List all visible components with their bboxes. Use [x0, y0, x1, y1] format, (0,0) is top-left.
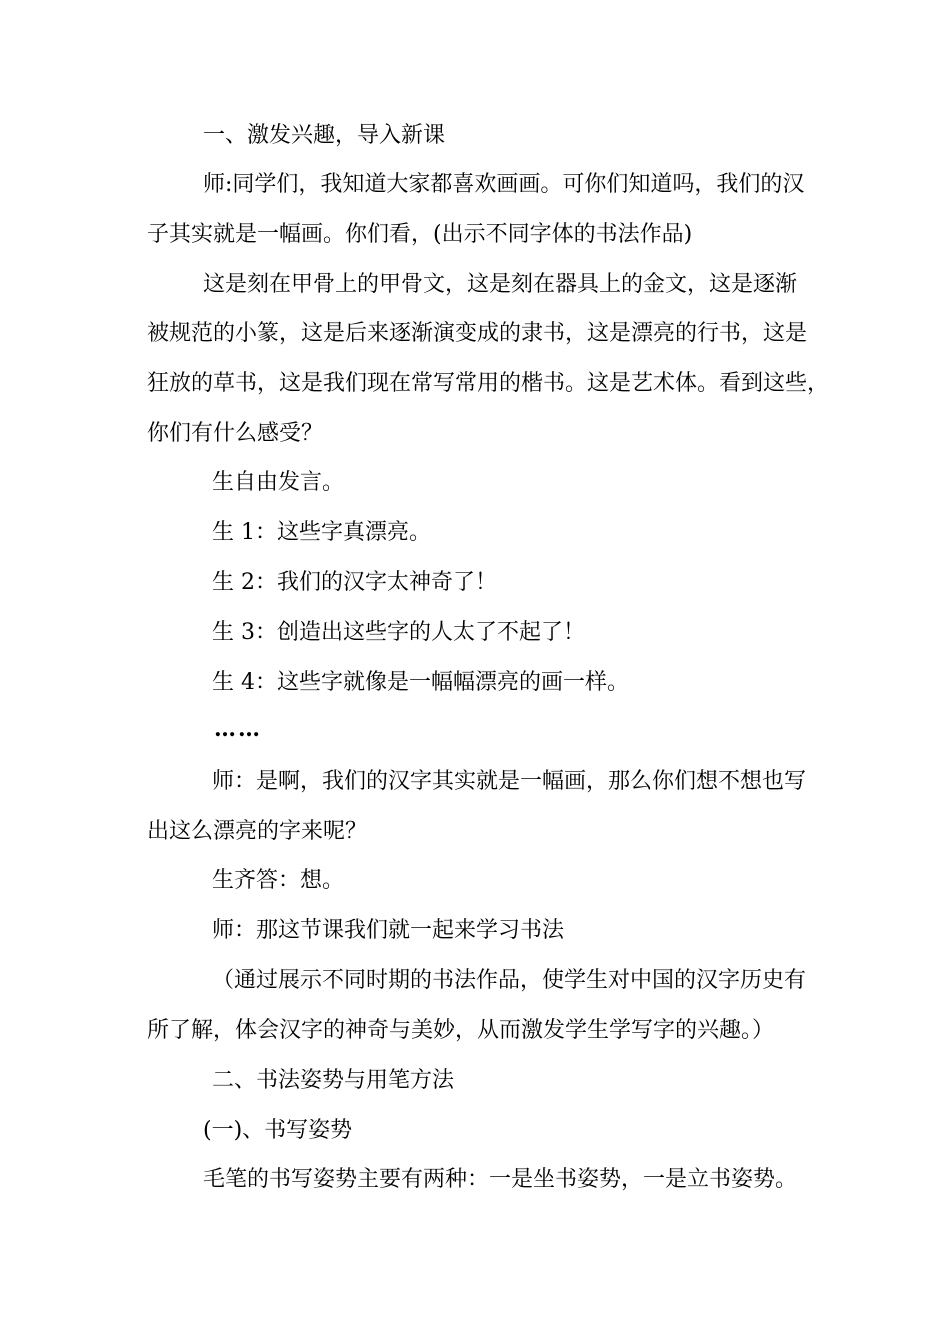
paragraph-line: 出这么漂亮的字来呢？ — [147, 819, 368, 844]
subsection-heading: (一)、书写姿势 — [203, 1118, 353, 1143]
paragraph-line: 师：那这节课我们就一起来学习书法 — [212, 918, 565, 943]
paragraph-line: （通过展示不同时期的书法作品，使学生对中国的汉字历史有 — [212, 968, 807, 993]
student-response: 生 2：我们的汉字太神奇了！ — [212, 570, 497, 595]
paragraph-line: 被规范的小篆，这是后来逐渐演变成的隶书，这是漂亮的行书，这是 — [147, 321, 808, 346]
student-response: 生 4：这些字就像是一幅幅漂亮的画一样。 — [212, 670, 629, 695]
paragraph-line: 所了解，体会汉字的神奇与美妙，从而激发学生学写字的兴趣。） — [147, 1018, 775, 1043]
student-response: 生 1：这些字真漂亮。 — [212, 520, 431, 545]
paragraph-line: 这是刻在甲骨上的甲骨文，这是刻在器具上的金文，这是逐渐 — [203, 272, 798, 297]
paragraph-line: 生齐答：想。 — [212, 868, 345, 893]
paragraph-line: 子其实就是一幅画。你们看，(出示不同字体的书法作品) — [147, 222, 693, 247]
paragraph-line: 师：是啊，我们的汉字其实就是一幅画，那么你们想不想也写 — [212, 769, 807, 794]
ellipsis: …… — [214, 716, 262, 742]
paragraph-line: 师:同学们，我知道大家都喜欢画画。可你们知道吗，我们的汉 — [203, 172, 805, 197]
paragraph-line: 狂放的草书，这是我们现在常写常用的楷书。这是艺术体。看到这些， — [147, 371, 830, 396]
paragraph-line: 生自由发言。 — [212, 470, 345, 495]
section-heading-1: 一、激发兴趣，导入新课 — [203, 123, 446, 148]
student-response: 生 3：创造出这些字的人太了不起了！ — [212, 620, 585, 645]
paragraph-line: 你们有什么感受？ — [147, 421, 324, 446]
section-heading-2: 二、书法姿势与用笔方法 — [212, 1068, 455, 1093]
paragraph-line: 毛笔的书写姿势主要有两种：一是坐书姿势，一是立书姿势。 — [203, 1167, 798, 1192]
